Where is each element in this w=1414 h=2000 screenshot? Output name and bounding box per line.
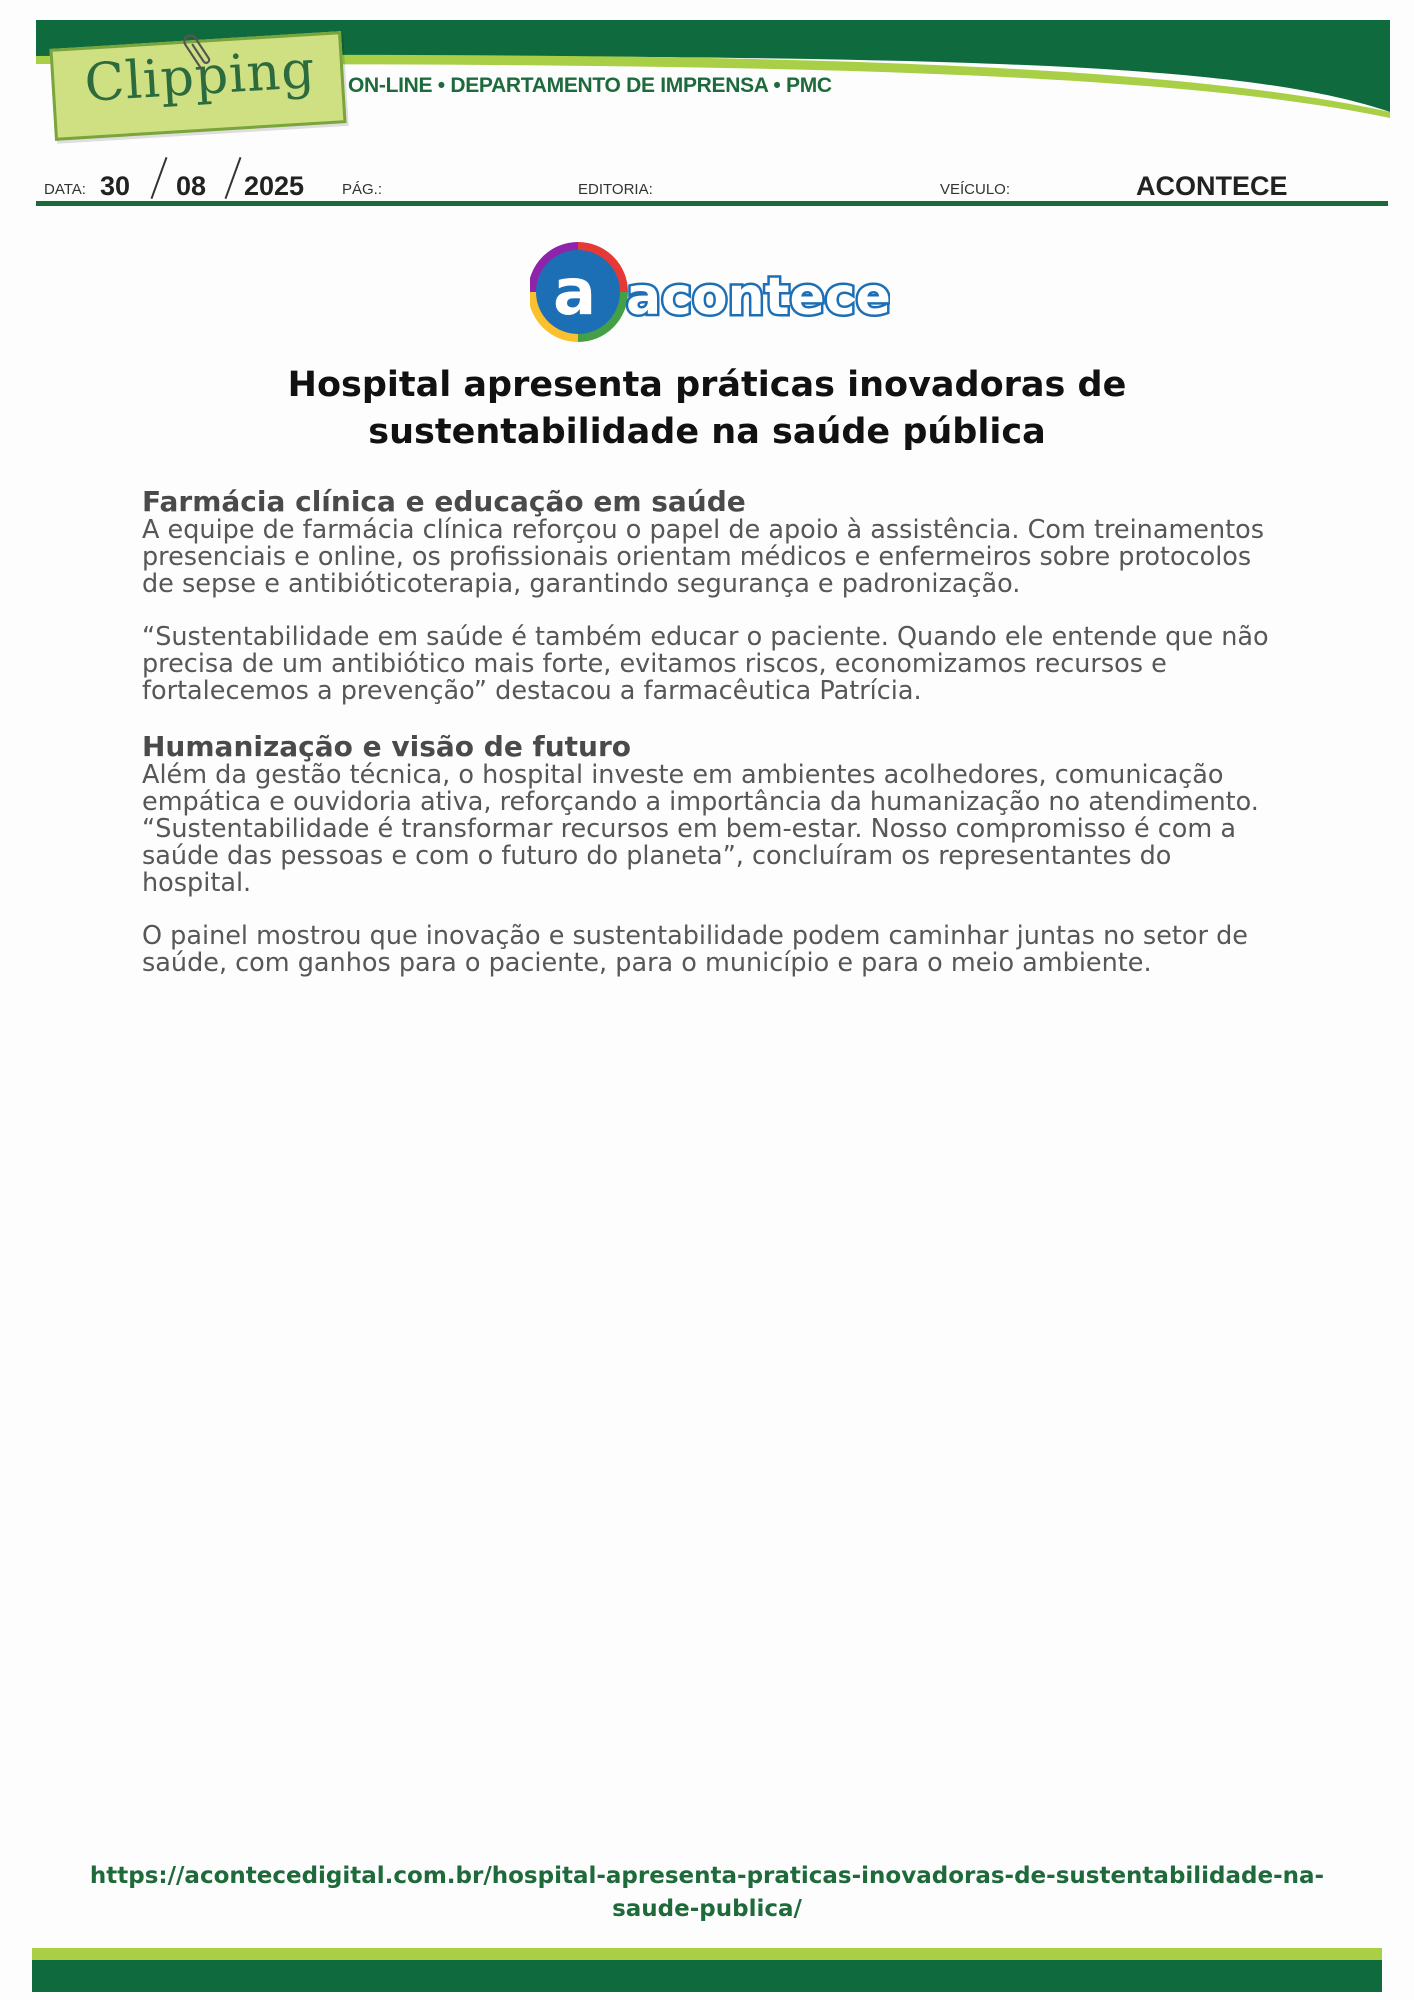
clipping-badge	[49, 31, 346, 141]
svg-text:a: a	[553, 256, 597, 330]
date-day: 30	[100, 171, 131, 201]
paragraph: “Sustentabilidade é transformar recursos em bem-estar. Nosso compromisso é com a saúde das pessoas e com o futuro do planeta”, concluíram os representantes do hospital.	[142, 814, 1236, 898]
meta-row	[36, 164, 1390, 204]
date-month: 08	[176, 171, 207, 201]
paragraph: O painel mostrou que inovação e sustentabilidade podem caminhar juntas no setor de saúde, com ganhos para o paciente, para o município e para o meio ambiente.	[142, 921, 1248, 978]
header-divider	[36, 201, 1388, 206]
section-heading: Humanização e visão de futuro	[142, 730, 632, 763]
section-label: EDITORIA:	[578, 181, 653, 198]
paragraph: “Sustentabilidade em saúde é também educar o paciente. Quando ele entende que não precisa de um antibiótico mais forte, evitamos riscos, economizamos recursos e fortalecemos a prevenção” destacou a farmacêutica Patrícia.	[142, 622, 1269, 706]
vehicle-value: ACONTECE	[1136, 171, 1288, 201]
footer-band-light	[32, 1948, 1382, 1960]
date-label: DATA:	[44, 181, 86, 198]
department-line: ON-LINE • DEPARTAMENTO DE IMPRENSA • PMC	[348, 74, 832, 97]
section-heading: Farmácia clínica e educação em saúde	[142, 485, 746, 518]
vehicle-label: VEÍCULO:	[940, 181, 1011, 198]
paperclip-icon	[182, 28, 215, 74]
clipping-label: Clipping	[82, 39, 318, 114]
article-headline: Hospital apresenta práticas inovadoras de sustentabilidade na saúde pública	[287, 365, 1127, 452]
logo-wordmark: acontece	[626, 267, 890, 327]
date-year: 2025	[244, 171, 305, 201]
paragraph: Além da gestão técnica, o hospital investe em ambientes acolhedores, comunicação empática e ouvidoria ativa, reforçando a importância da humanização no atendimento.	[142, 760, 1259, 817]
date-separator	[225, 157, 242, 199]
page-label: PÁG.:	[342, 181, 383, 198]
paragraph: A equipe de farmácia clínica reforçou o papel de apoio à assistência. Com treinamentos presenciais e online, os profissionais orientam médicos e enfermeiros sobre protocolos de sepse e antibióticoterapia, garantindo segurança e padronização.	[142, 515, 1265, 599]
footer-band-dark	[32, 1960, 1382, 1992]
article-body	[142, 486, 1272, 977]
source-link[interactable]: https://acontecedigital.com.br/hospital-apresenta-praticas-inovadoras-de-sustentabilidade-na-saude-publica/	[89, 1863, 1325, 1922]
date-separator	[151, 157, 168, 199]
acontece-logo	[530, 240, 890, 344]
